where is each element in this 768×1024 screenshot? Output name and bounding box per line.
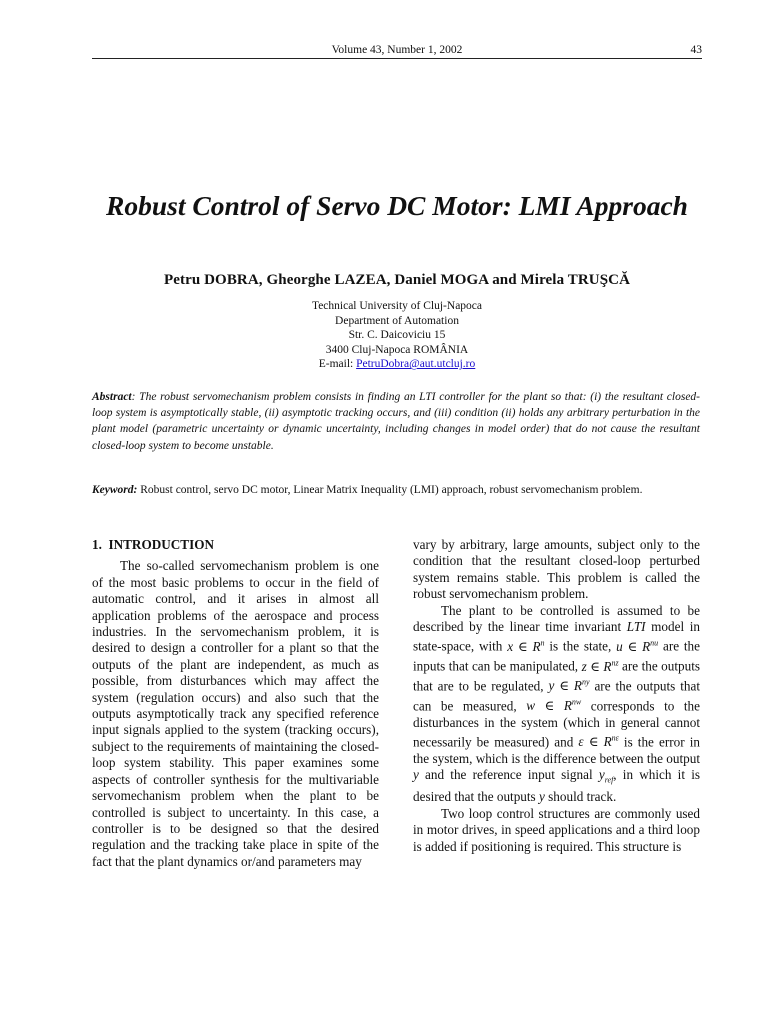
- text-run: are the outputs that can be measured,: [413, 678, 701, 714]
- text-run: corresponds to the disturbances in the system (which in general cannot necessarily be measured) and: [413, 698, 700, 750]
- math-y: [548, 678, 589, 693]
- page-number: 43: [690, 44, 702, 56]
- math-x-base: x ∈ R: [507, 638, 541, 654]
- author-list: Petru DOBRA, Gheorghe LAZEA, Daniel MOGA and Mirela TRUŞCĂ: [163, 272, 631, 288]
- math-w-base: w ∈ R: [526, 698, 572, 714]
- math-u-exp: nu: [650, 638, 659, 648]
- keyword-text: Robust control, servo DC motor, Linear Matrix Inequality (LMI) approach, robust servomechanism problem.: [137, 484, 643, 496]
- intro-paragraph-3: [413, 603, 700, 806]
- affiliation-city: 3400 Cluj-Napoca ROMÂNIA: [325, 343, 469, 356]
- abstract-label: Abstract: [92, 391, 132, 403]
- keyword-label: Keyword:: [92, 484, 138, 496]
- email-link[interactable]: PetruDobra@aut.utcluj.ro: [356, 358, 476, 371]
- abstract-text: : The robust servomechanism problem consists in finding an LTI controller for the plant so that: (i) the resultant closed-loop system is asymptotically stable, (ii) asymptotic tracking occurs, and (iii) condition (ii) holds any arbitrary perturbation in the plant model (parametric uncertainty or dynamic uncertainty, including changes in model order) that do not cause the resultant closed-loop system to become unstable.: [92, 391, 700, 452]
- keywords: [92, 482, 700, 498]
- math-z-base: z ∈ R: [581, 658, 612, 674]
- math-eps-base: ε ∈ R: [578, 734, 612, 750]
- affiliation-university: Technical University of Cluj-Napoca: [311, 300, 483, 312]
- text-run: is the state,: [544, 638, 617, 654]
- intro-paragraph-4: Two loop control structures are commonly used in motor drives, in speed applications and a third loop is added if positioning is required. This structure is: [413, 805, 700, 854]
- right-column: [413, 537, 700, 855]
- symbol-y: y: [413, 767, 419, 783]
- math-w-exp: nw: [571, 697, 582, 707]
- email-label: E-mail:: [318, 358, 357, 371]
- abstract: [92, 389, 700, 454]
- math-x-exp: n: [540, 638, 545, 648]
- symbol-yref-sub: ref: [604, 775, 614, 785]
- symbol-yref-base: y: [598, 767, 605, 783]
- text-run: are the inputs that can be manipulated,: [413, 638, 701, 674]
- text-run: should track.: [544, 789, 617, 805]
- text-run: and the reference input signal: [418, 767, 599, 783]
- math-eps-exp: nε: [611, 734, 619, 744]
- header-rule: [92, 58, 702, 59]
- math-u-base: u ∈ R: [616, 638, 651, 654]
- math-u: [616, 639, 658, 654]
- lti-term: LTI: [626, 619, 646, 635]
- math-z-exp: nz: [611, 658, 619, 668]
- text-run: model in state-space, with: [413, 619, 700, 654]
- symbol-y: y: [539, 789, 545, 805]
- math-y-exp: ny: [581, 678, 590, 688]
- text-run: The plant to be controlled is assumed to be described by the linear time invariant: [413, 602, 700, 635]
- section-number: 1.: [92, 537, 102, 552]
- text-run: , in which it is desired that the outputs: [413, 767, 700, 805]
- intro-paragraph-2: vary by arbitrary, large amounts, subject only to the condition that the resultant closed-loop perturbed system remains stable. This problem is called the robust servomechanism problem.: [413, 537, 700, 602]
- affiliation-department: Department of Automation: [335, 314, 459, 327]
- affiliation-street: Str. C. Daicoviciu 15: [348, 329, 446, 342]
- journal-volume: Volume 43, Number 1, 2002: [331, 44, 463, 56]
- math-epsilon: [578, 734, 618, 749]
- intro-paragraph-1: The so-called servomechanism problem is one of the most basic problems to occur in the field of automatic control, and it arises in almost all application problems of the aerospace and process industries. In the servomechanism problem, it is desired to design a controller for a plant so that the outputs of the plant are independent, as much as possible, from disturbances which may affect the system (regulation occurs) and also such that the outputs asymptotically track any specified reference input signals applied to the system (tracking occurs), subject to the requirements of maintaining the closed-loop system stability. This paper examines some aspects of controller synthesis for the multivariable servomechanism problem when the plant to be controlled is subject to uncertainty. In this case, a controller is to be designed so that the desired regulation and the tracking take place in spite of the fact that the plant dynamics or/and parameters may: [92, 558, 379, 869]
- math-x: [507, 639, 544, 654]
- section-heading: [92, 537, 379, 553]
- math-w: [526, 698, 581, 713]
- math-y-base: y ∈ R: [548, 678, 582, 694]
- symbol-yref: [598, 767, 614, 785]
- math-z: [582, 659, 619, 674]
- paper-title: Robust Control of Servo DC Motor: LMI Approach: [106, 190, 688, 221]
- affiliation-block: [92, 299, 702, 372]
- left-column: [92, 537, 379, 870]
- section-title: INTRODUCTION: [108, 537, 214, 552]
- text-run: are the outputs that are to be regulated,: [413, 658, 700, 694]
- text-run: is the error in the system, which is the difference between the output: [413, 734, 700, 766]
- affiliation-email-line: [92, 357, 702, 372]
